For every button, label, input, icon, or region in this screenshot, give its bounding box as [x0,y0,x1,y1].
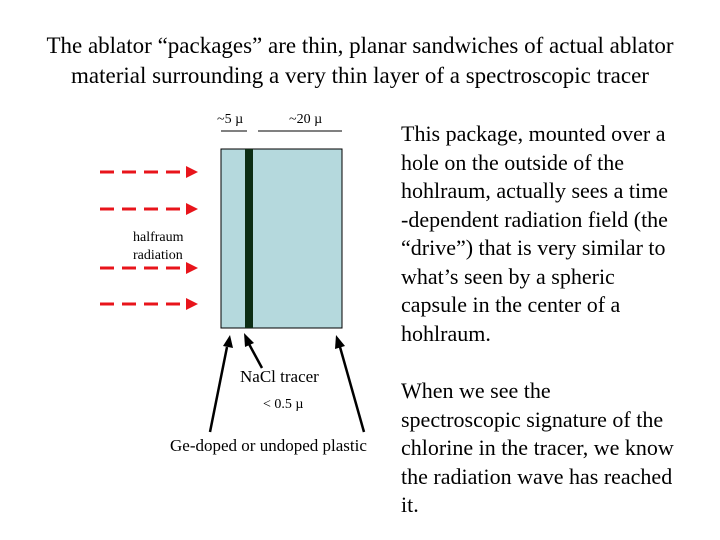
description-line: what’s seen by a spheric [401,263,615,289]
tracer-thickness-label: < 0.5 µ [263,397,304,412]
ablator-slab [221,149,342,328]
description-line: it. [401,492,419,517]
description-line: hohlraum. [401,320,491,346]
plastic-left-pointer-arrow [210,335,233,432]
description-paragraph-1 [401,120,711,348]
plastic-label: Ge-doped or undoped plastic [170,436,367,455]
radiation-arrow [100,166,198,178]
description-line: When we see the [401,378,551,403]
description-line: chlorine in the tracer, we know [401,435,674,460]
description-line: “drive”) that is very similar to [401,235,666,260]
radiation-label-line-2: radiation [133,248,183,263]
description-line: -dependent radiation field (the [401,206,668,232]
description-line: capsule in the center of a [401,292,621,317]
description-line: hohlraum, actually sees a time [401,178,668,203]
radiation-arrow [100,298,198,310]
slide-title-line-1: The ablator “packages” are thin, planar sandwiches of actual ablator [46,33,674,58]
tracer-label: NaCl tracer [240,367,319,386]
radiation-label [133,229,184,265]
tracer-layer [245,149,253,328]
description-line: hole on the outside of the [401,149,625,175]
description-line: the radiation wave has reached [401,463,673,489]
tracer-pointer-arrow [244,333,262,368]
slab-dimension-label: ~20 µ [289,112,323,127]
radiation-arrow [100,203,198,215]
description-paragraph-2 [401,377,711,520]
slide-title-line-2: material surrounding a very thin layer of a spectroscopic tracer [71,63,649,88]
description-line: spectroscopic signature of the [401,406,664,432]
description-line: This package, mounted over a [401,121,666,146]
plastic-right-pointer-arrow [335,335,364,432]
radiation-label-line-1: halfraum [133,230,184,245]
tracer-dimension-label: ~5 µ [217,112,244,127]
